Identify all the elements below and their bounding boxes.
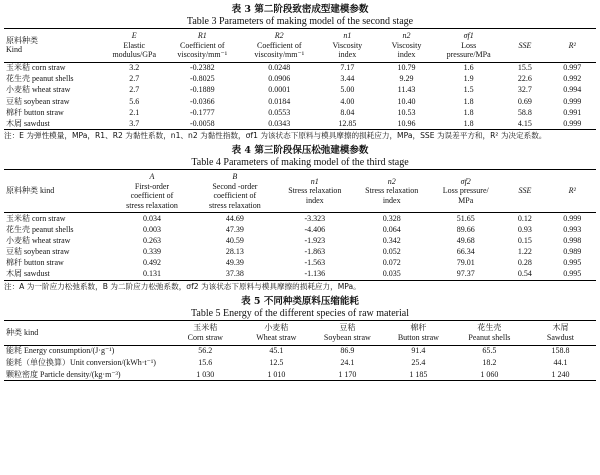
table-row: [4, 369, 596, 381]
table-cell: -1.563: [304, 258, 326, 268]
table-cell: 0.492: [142, 258, 161, 268]
table-row: [4, 85, 596, 96]
table-cell: 45.1: [269, 346, 284, 356]
table4-header-sse: SSE: [501, 170, 548, 213]
table-cell: 0.28: [517, 258, 532, 268]
table-cell: 0.0553: [268, 107, 291, 117]
table3-header-n2: n2 Viscosity index: [377, 29, 436, 63]
table4-header-n2: n2 Stress relaxation index: [353, 170, 430, 213]
table-cell: 2.7: [129, 85, 140, 95]
table-cell: 24.1: [340, 358, 355, 368]
table-row: [4, 269, 596, 281]
table4-header-sigma: σf2 Loss pressure/ MPa: [430, 170, 501, 213]
table-cell: -4.406: [304, 224, 326, 234]
table-cell: 1.8: [436, 118, 501, 130]
table5-header-sawdust: 木屑 Sawdust: [525, 320, 596, 345]
table-cell: -1.136: [276, 269, 353, 281]
table-row: [4, 118, 596, 130]
table3-header-sigma: σf1 Loss pressure/MPa: [436, 29, 501, 63]
table-cell: 12.85: [318, 118, 377, 130]
table-cell: 3.7: [105, 118, 164, 130]
table5-header-kind: 种类 kind: [4, 320, 170, 345]
table-cell: -1.923: [304, 236, 326, 246]
table3-header-r2: R2 Coefficient of viscosity/mm⁻¹: [241, 29, 318, 63]
table-cell: 0.999: [549, 118, 596, 130]
row-label: 棉秆 button straw: [6, 107, 64, 117]
row-label: 豆秸 soybean straw: [6, 247, 70, 257]
table-cell: 5.00: [340, 85, 355, 95]
table3-header-e: E Elastic modulus/GPa: [105, 29, 164, 63]
table-cell: 0.0001: [268, 85, 291, 95]
table3-header-row: [4, 29, 596, 63]
row-label: 花生壳 peanut shells: [6, 74, 74, 84]
table-row: [4, 357, 596, 369]
table-cell: -0.1777: [189, 107, 215, 117]
table-cell: 0.997: [563, 63, 582, 73]
table-cell: 10.79: [397, 63, 416, 73]
table3-body: [4, 62, 596, 130]
table4-header-r2-det: R²: [549, 170, 596, 213]
table-cell: 0.0343: [241, 118, 318, 130]
table-cell: -0.0058: [164, 118, 241, 130]
table-cell: 2.7: [129, 74, 140, 84]
table-cell: 3.2: [129, 63, 140, 73]
table-row: [4, 224, 596, 235]
row-label: 能耗 Energy consumption/(J·g⁻¹): [6, 346, 115, 356]
table-cell: 1.8: [463, 96, 474, 106]
table-cell: 0.993: [563, 224, 582, 234]
table-cell: 2.1: [129, 107, 140, 117]
table-cell: 4.15: [501, 118, 548, 130]
table-cell: 44.69: [225, 213, 244, 223]
row-label: 豆秸 soybean straw: [6, 96, 70, 106]
table-cell: 7.17: [340, 63, 355, 73]
table-cell: 25.4: [411, 358, 426, 368]
row-label: 能耗（单位换算）Unit conversion/(kWh·t⁻¹): [6, 358, 156, 368]
table-cell: 158.8: [551, 346, 570, 356]
table-cell: 51.65: [456, 213, 475, 223]
table-cell: 0.998: [563, 236, 582, 246]
table-cell: 0.339: [142, 247, 161, 257]
table-cell: 12.5: [269, 358, 284, 368]
table-cell: 66.34: [456, 247, 475, 257]
table-cell: 0.0906: [268, 74, 291, 84]
table-row: [4, 257, 596, 268]
table-cell: -0.8025: [189, 74, 215, 84]
table-cell: 1 240: [525, 369, 596, 381]
table-cell: 79.01: [456, 258, 475, 268]
table-cell: -0.1889: [189, 85, 215, 95]
table-cell: 1 060: [454, 369, 525, 381]
table-cell: 86.9: [340, 346, 355, 356]
table-cell: 0.131: [111, 269, 194, 281]
table-cell: 1 185: [383, 369, 454, 381]
table-cell: 65.5: [482, 346, 497, 356]
table-cell: -0.2382: [189, 63, 215, 73]
table-cell: 1 170: [312, 369, 383, 381]
table3-caption-en: Table 3 Parameters of making model of the second stage: [186, 16, 414, 27]
table-cell: 3.44: [340, 74, 355, 84]
table-cell: 1 030: [170, 369, 241, 381]
table-cell: 10.40: [397, 96, 416, 106]
table-cell: 97.37: [430, 269, 501, 281]
table-cell: 0.999: [563, 213, 582, 223]
table-cell: 10.53: [397, 107, 416, 117]
table-cell: 58.8: [517, 107, 532, 117]
table-cell: 1 010: [241, 369, 312, 381]
table4: [4, 169, 596, 281]
table-cell: 0.263: [142, 236, 161, 246]
table-cell: 91.4: [411, 346, 426, 356]
table-row: [4, 213, 596, 225]
table-cell: 32.7: [517, 85, 532, 95]
table-cell: 47.39: [225, 224, 244, 234]
table-cell: 0.328: [382, 213, 401, 223]
table-cell: 0.034: [142, 213, 161, 223]
table-cell: 0.93: [517, 224, 532, 234]
table-row: [4, 246, 596, 257]
table3-note: 注：E 为弹性模量，MPa，R1、R2 为黏性系数，n1、n2 为黏性指数，σf1 为该状态下原料与模具摩擦的损耗应力，MPa，SSE 为误差平方和，R² 为决定系数。: [4, 131, 547, 141]
table3: [4, 28, 596, 130]
table3-header-n1: n1 Viscosity index: [318, 29, 377, 63]
table-cell: 10.96: [377, 118, 436, 130]
table4-note: 注：A 为一阶应力松弛系数，B 为二阶应力松弛系数，σf2 为该状态下原料与模具摩擦的损耗应力，MPa。: [4, 281, 361, 291]
table-cell: 15.6: [198, 358, 213, 368]
table-cell: 0.003: [142, 224, 161, 234]
table-row: [4, 74, 596, 85]
table-cell: -0.0366: [189, 96, 215, 106]
row-label: 玉米秸 corn straw: [6, 63, 66, 73]
table-cell: 0.995: [549, 269, 596, 281]
table-cell: 0.0184: [268, 96, 291, 106]
table-cell: 44.1: [553, 358, 568, 368]
table-cell: 4.00: [340, 96, 355, 106]
table-cell: 0.54: [501, 269, 548, 281]
table5-header-peanut: 花生壳 Peanut shells: [454, 320, 525, 345]
table-cell: 0.342: [382, 236, 401, 246]
table-cell: 40.59: [225, 236, 244, 246]
table-cell: 0.992: [563, 74, 582, 84]
table-row: [4, 107, 596, 118]
table-row: [4, 345, 596, 357]
table3-header-kind: 原料种类 Kind: [4, 29, 105, 63]
row-label: 棉秆 button straw: [6, 258, 64, 268]
table-row: [4, 235, 596, 246]
table5-body: [4, 345, 596, 381]
table-cell: 1.5: [463, 85, 474, 95]
table-cell: 15.5: [517, 63, 532, 73]
row-label: 玉米秸 corn straw: [6, 213, 66, 223]
table3-header-r2-det: R²: [549, 29, 596, 63]
table-cell: 0.994: [563, 85, 582, 95]
table4-header-a: A First-order coefficient of stress relaxation: [111, 170, 194, 213]
table3-header-sse: SSE: [501, 29, 548, 63]
table-cell: 1.22: [517, 247, 532, 257]
table4-header-n1: n1 Stress relaxation index: [276, 170, 353, 213]
table-cell: 0.15: [517, 236, 532, 246]
table-row: [4, 96, 596, 107]
table-cell: 0.12: [517, 213, 532, 223]
table-cell: 5.6: [129, 96, 140, 106]
table5-caption-en: Table 5 Energy of the different species of raw material: [190, 307, 409, 319]
table5-header-corn: 玉米秸 Corn straw: [170, 320, 241, 345]
table-cell: 0.035: [353, 269, 430, 281]
table-row: [4, 62, 596, 74]
table-cell: 56.2: [198, 346, 213, 356]
table-cell: 49.39: [225, 258, 244, 268]
table5-header-soybean: 豆秸 Soybean straw: [312, 320, 383, 345]
table-cell: 1.6: [463, 63, 474, 73]
table-cell: 37.38: [193, 269, 276, 281]
table3-header-r1: R1 Coefficient of viscosity/mm⁻¹: [164, 29, 241, 63]
table3-caption-zh: 表 3 第二阶段致密成型建模参数: [231, 4, 369, 15]
table5-caption-zh: 表 5 不同种类原料压缩能耗: [241, 295, 359, 307]
table5-header-row: [4, 320, 596, 345]
table-cell: 9.29: [399, 74, 414, 84]
table-cell: 0.995: [563, 258, 582, 268]
table-cell: 28.13: [225, 247, 244, 257]
table-cell: -1.863: [304, 247, 326, 257]
row-label: 木屑 sawdust: [4, 118, 105, 130]
table-cell: 22.6: [517, 74, 532, 84]
table-cell: 1.9: [463, 74, 474, 84]
table4-header-kind: 原料种类 kind: [4, 170, 111, 213]
table4-caption-zh: 表 4 第三阶段保压松弛建模参数: [231, 145, 369, 157]
table5-header-wheat: 小麦秸 Wheat straw: [241, 320, 312, 345]
table-cell: 0.052: [382, 247, 401, 257]
table-cell: 18.2: [482, 358, 497, 368]
table5-header-button: 棉秆 Button straw: [383, 320, 454, 345]
table-cell: -3.323: [304, 213, 326, 223]
table5: [4, 320, 596, 382]
row-label: 木屑 sawdust: [4, 269, 111, 281]
table4-body: [4, 213, 596, 281]
row-label: 颗粒密度 Particle density/(kg·m⁻³): [4, 369, 170, 381]
table-cell: 0.999: [563, 96, 582, 106]
table-cell: 0.0248: [268, 63, 291, 73]
table4-caption-en: Table 4 Parameters of making model of the third stage: [191, 157, 409, 169]
row-label: 花生壳 peanut shells: [6, 224, 74, 234]
table-cell: 89.66: [456, 224, 475, 234]
table-cell: 11.43: [397, 85, 416, 95]
table-cell: 1.8: [463, 107, 474, 117]
row-label: 小麦秸 wheat straw: [6, 236, 71, 246]
table-cell: 0.064: [382, 224, 401, 234]
table4-header-row: [4, 170, 596, 213]
table-cell: 8.04: [340, 107, 355, 117]
table-cell: 0.991: [563, 107, 582, 117]
table-cell: 0.072: [382, 258, 401, 268]
table-cell: 0.989: [563, 247, 582, 257]
table-cell: 0.69: [517, 96, 532, 106]
table-cell: 49.68: [456, 236, 475, 246]
table4-header-b: B Second -order coefficient of stress relaxation: [193, 170, 276, 213]
row-label: 小麦秸 wheat straw: [6, 85, 71, 95]
